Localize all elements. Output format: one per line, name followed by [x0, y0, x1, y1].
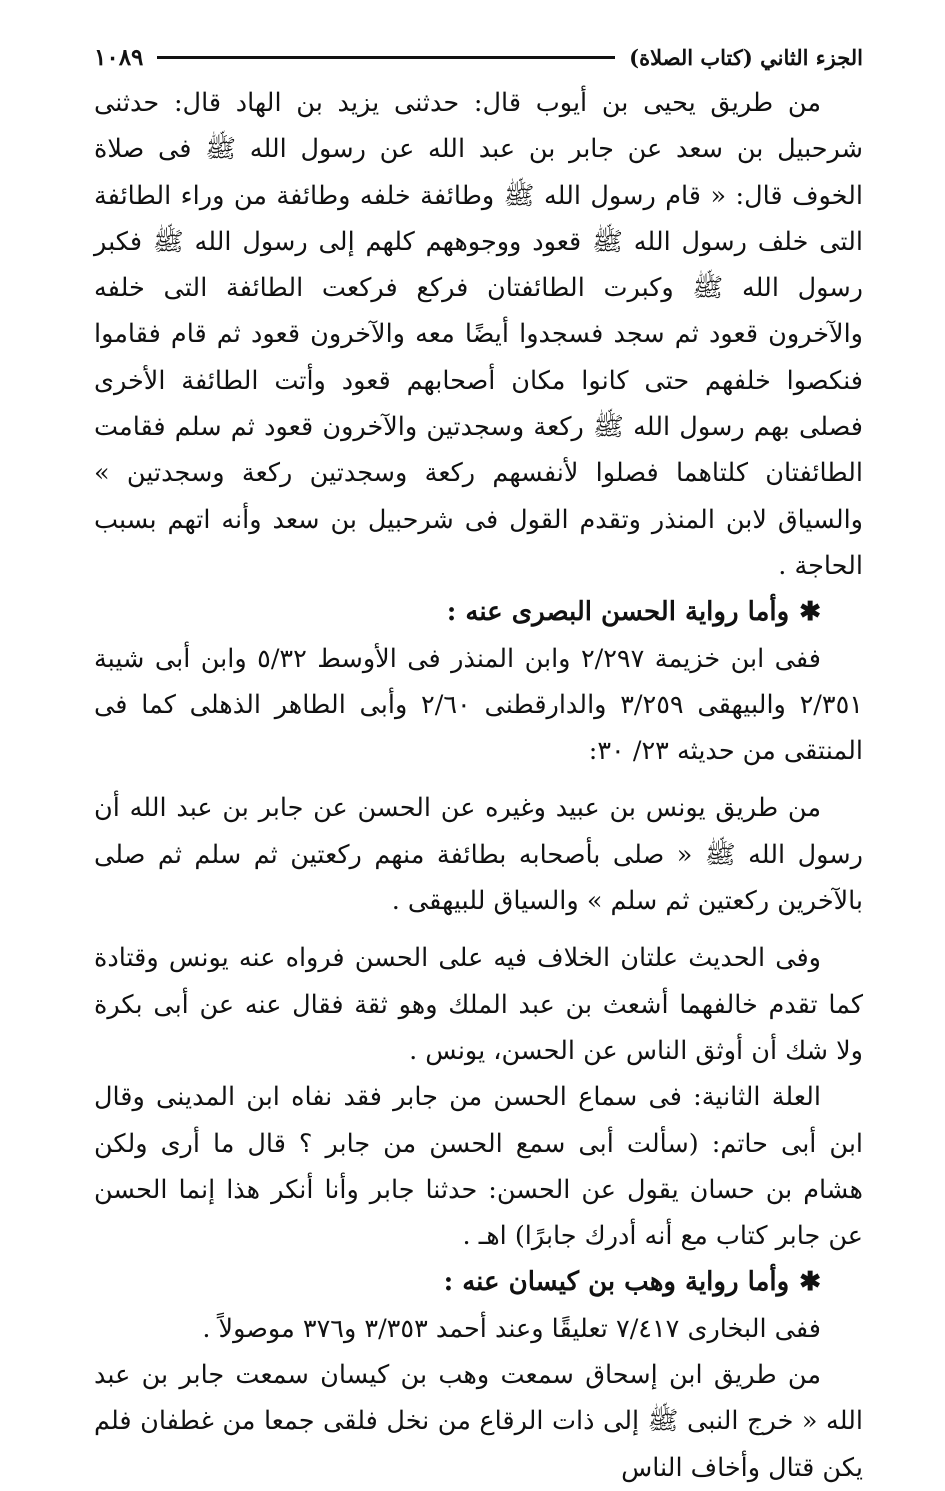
- section-heading: [94, 589, 863, 635]
- header-rule: [157, 56, 615, 59]
- paragraph: من طريق يونس بن عبيد وغيره عن الحسن عن جابر بن عبد الله أن رسول الله ﷺ « صلى بأصحابه بطائفة منهم ركعتين ثم سلم ثم صلى بالآخرين ركعتين ثم سلم » والسياق للبيهقى .: [94, 793, 863, 917]
- page-number: ١٠٨٩: [94, 43, 144, 71]
- paragraph: وفى الحديث علتان الخلاف فيه على الحسن فرواه عنه يونس وقتادة كما تقدم خالفهما أشعث بن عبد الملك وهو ثقة فقال عنه عن أبى بكرة ولا شك أن أوثق الناس عن الحسن، يونس .: [94, 943, 863, 1066]
- section-heading-text: وأما رواية الحسن البصرى عنه :: [446, 597, 790, 628]
- section-heading: [94, 1259, 863, 1305]
- paragraph: من طريق يحيى بن أيوب قال: حدثنى يزيد بن الهاد قال: حدثنى شرحبيل بن سعد عن جابر بن عبد الله عن رسول الله ﷺ فى صلاة الخوف قال: « قام رسول الله ﷺ وطائفة خلفه وطائفة من وراء الطائفة التى خلف رسول الله ﷺ قعود ووجوههم كلهم إلى رسول الله ﷺ فكبر رسول الله ﷺ وكبرت الطائفتان فركع فركعت الطائفة التى خلفه والآخرون قعود ثم سجد فسجدوا أيضًا معه والآخرون قعود ثم قام فقاموا فنكصوا خلفهم حتى كانوا مكان أصحابهم قعود وأتت الطائفة الأخرى فصلى بهم رسول الله ﷺ ركعة وسجدتين والآخرون قعود ثم سلم فقامت الطائفتان كلتاهما فصلوا لأنفسهم ركعة وسجدتين ركعة وسجدتين » والسياق لابن المنذر وتقدم القول فى شرحبيل بن سعد وأنه اتهم بسبب الحاجة .: [94, 88, 863, 581]
- asterisk-icon: ✱: [799, 597, 821, 628]
- paragraph: ففى ابن خزيمة ٢/٢٩٧ وابن المنذر فى الأوسط ٥/٣٢ وابن أبى شيبة ٢/٣٥١ والبيهقى ٣/٢٥٩ والدارقطنى ٢/٦٠ وأبى الطاهر الذهلى كما فى المنتقى من حديثه ٢٣/ ٣٠:: [94, 643, 863, 767]
- running-title: الجزء الثاني (كتاب الصلاة): [629, 44, 863, 70]
- paragraph: ففى البخارى ٧/٤١٧ تعليقًا وعند أحمد ٣/٣٥٣ و٣٧٦ موصولاً .: [202, 1313, 821, 1344]
- page-header: [94, 34, 863, 80]
- asterisk-icon: ✱: [799, 1267, 821, 1298]
- page-body: [94, 80, 863, 1491]
- section-heading-text: وأما رواية وهب بن كيسان عنه :: [443, 1267, 790, 1298]
- paragraph: العلة الثانية: فى سماع الحسن من جابر فقد نفاه ابن المدينى وقال ابن أبى حاتم: (سألت أبى سمع الحسن من جابر ؟ قال ما أرى ولكن هشام بن حسان يقول عن الحسن: حدثنا جابر وأنا أنكر هذا إنما الحسن عن جابر كتاب مع أنه أدرك جابرًا) اهـ .: [94, 1082, 863, 1252]
- paragraph: من طريق ابن إسحاق سمعت وهب بن كيسان سمعت جابر بن عبد الله « خرج النبى ﷺ إلى ذات الرقاع من نخل فلقى جمعا من غطفان فلم يكن قتال وأخاف الناس: [94, 1360, 863, 1483]
